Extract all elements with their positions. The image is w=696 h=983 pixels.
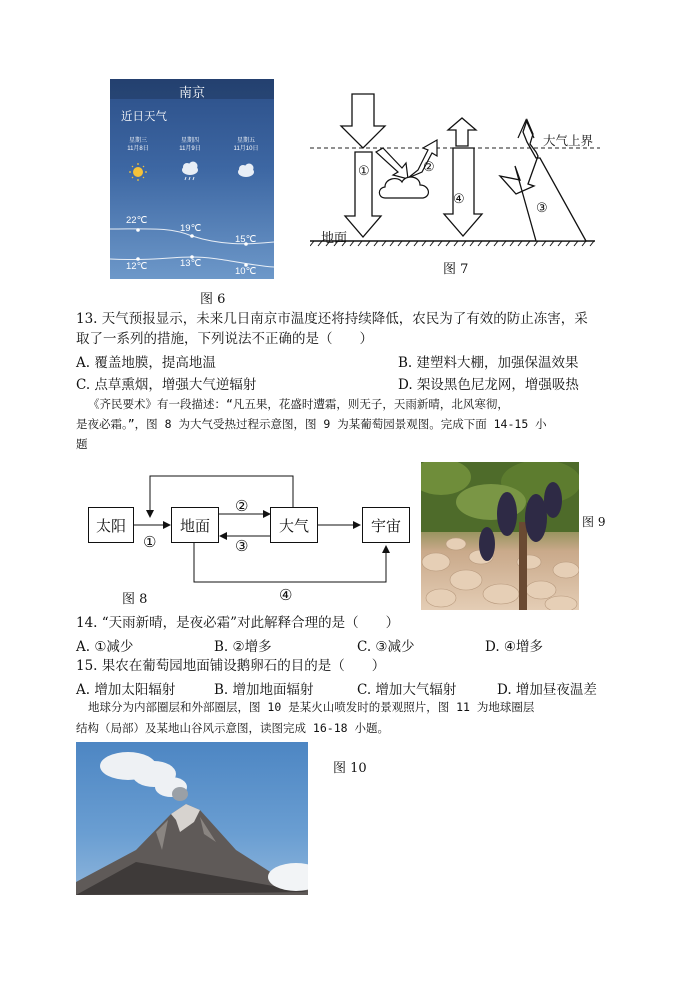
- weather-forecast-image: [110, 79, 274, 279]
- fig7-num-1: ①: [358, 164, 370, 179]
- q15-option-a: A. 增加太阳辐射: [76, 682, 176, 698]
- q14-option-a: A. ①减少: [76, 639, 134, 655]
- sun-icon: [129, 163, 147, 181]
- fig10-caption: 图 10: [333, 761, 367, 776]
- fig6-caption: 图 6: [200, 292, 226, 307]
- weather-icons-and-curves: [110, 79, 274, 279]
- intro1-line3: 题: [76, 437, 88, 451]
- ground-label: 地面: [321, 231, 348, 246]
- high-temp-2: 19℃: [180, 223, 202, 234]
- fig7-diagram: [310, 90, 610, 260]
- low-temp-2: 13℃: [180, 258, 202, 269]
- rain-cloud-icon: [182, 162, 198, 181]
- weather-weekday: 星期三: [128, 138, 147, 144]
- fig8-num-4: ④: [279, 586, 293, 604]
- fig7-caption: 图 7: [443, 262, 469, 277]
- q13-option-d: D. 架设黑色尼龙网，增强吸热: [398, 377, 579, 393]
- q15-option-c: C. 增加大气辐射: [357, 682, 457, 698]
- cloud-icon: [238, 164, 254, 178]
- volcano-photo: [76, 742, 308, 895]
- volcano-illustration: [76, 742, 308, 895]
- weather-date: 11月9日: [179, 146, 201, 152]
- q15-stem: 15. 果农在葡萄园地面铺设鹅卵石的目的是（ ）: [76, 658, 386, 674]
- sun-box: 太阳: [88, 507, 134, 543]
- q14-option-c: C. ③减少: [357, 639, 415, 655]
- q14-option-b: B. ②增多: [214, 639, 272, 655]
- q15-option-d: D. 增加昼夜温差: [497, 682, 597, 698]
- intro1-line2: 是夜必霜。”，图 8 为大气受热过程示意图，图 9 为某葡萄园景观图。完成下面 14-15 小: [76, 417, 547, 431]
- vineyard-photo: [421, 462, 579, 610]
- atmosphere-top-label: 大气上界: [543, 133, 594, 148]
- low-temp-3: 10℃: [235, 266, 257, 277]
- weather-date: 11月10日: [233, 146, 259, 152]
- arrow-4-up: [448, 118, 476, 146]
- q13-option-b: B. 建塑料大棚，加强保温效果: [398, 355, 579, 371]
- fig7-num-2: ②: [423, 160, 435, 175]
- intro2-line1: 地球分为内部圈层和外部圈层，图 10 是某火山喷发时的景观照片，图 11 为地球圈层: [88, 700, 535, 714]
- atmosphere-box: 大气: [270, 507, 318, 543]
- fig7-num-4: ④: [453, 192, 465, 207]
- q14-option-d: D. ④增多: [485, 639, 544, 655]
- intro2-line2: 结构（局部）及某地山谷风示意图，读图完成 16-18 小题。: [76, 721, 389, 735]
- q14-stem: 14. “天雨新晴，是夜必霜”对此解释合理的是（ ）: [76, 615, 400, 631]
- ground-box: 地面: [171, 507, 219, 543]
- vineyard-illustration: [421, 462, 579, 610]
- low-temp-1: 12℃: [126, 261, 148, 272]
- high-temp-1: 22℃: [126, 215, 148, 226]
- reflect-arrow: [376, 148, 408, 179]
- q13-stem-line1: 13. 天气预报显示，未来几日南京市温度还将持续降低，农民为了有效的防止冻害，采: [76, 311, 588, 327]
- fig8-num-2: ②: [235, 497, 249, 515]
- fig8-num-3: ③: [235, 537, 249, 555]
- fig9-caption: 图 9: [582, 515, 606, 529]
- q13-stem-line2: 取了一系列的措施，下列说法不正确的是（ ）: [76, 331, 373, 347]
- weather-date: 11月8日: [127, 146, 149, 152]
- weather-subtitle: 近日天气: [121, 111, 167, 123]
- fig8-caption: 图 8: [122, 592, 148, 607]
- fig8-num-1: ①: [143, 533, 157, 551]
- q15-option-b: B. 增加地面辐射: [214, 682, 314, 698]
- space-box: 宇宙: [362, 507, 410, 543]
- weather-city: 南京: [178, 85, 205, 100]
- cloud-icon: [379, 177, 428, 198]
- weather-weekday: 星期五: [236, 138, 255, 144]
- q13-option-c: C. 点草熏烟，增强大气逆辐射: [76, 377, 257, 393]
- q13-option-a: A. 覆盖地膜，提高地温: [76, 355, 216, 371]
- high-temp-3: 15℃: [235, 234, 257, 245]
- fig7-num-3: ③: [536, 201, 548, 216]
- weather-weekday: 星期四: [180, 138, 199, 144]
- intro1-line1: 《齐民要术》有一段描述：“凡五果，花盛时遭霜，则无子，天雨新晴，北风寒彻，: [88, 397, 509, 411]
- incoming-solar-arrow: [341, 94, 385, 148]
